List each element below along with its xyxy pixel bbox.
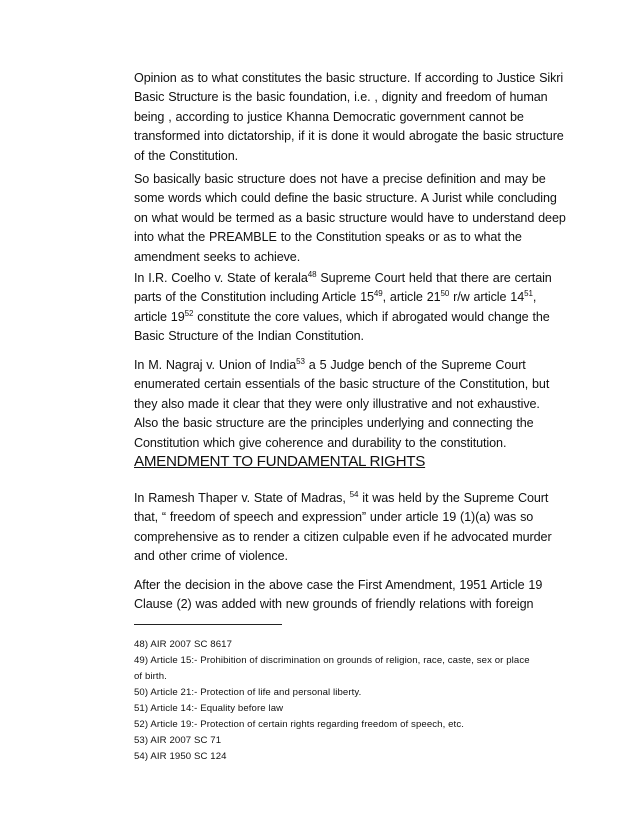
- footnote: 52) Article 19:- Protection of certain rights regarding freedom of speech, etc.: [134, 719, 464, 730]
- text-segment: In I.R. Coelho v. State of kerala: [134, 271, 308, 285]
- footnote-ref: 51: [524, 289, 533, 299]
- text-segment: it was held by the Supreme Court: [358, 491, 549, 505]
- text-segment: constitute the core values, which if abrogated would change the: [193, 309, 550, 324]
- text-line: [134, 308, 574, 327]
- footnote-ref: 52: [184, 308, 194, 318]
- footnote: 50) Article 21:- Protection of life and personal liberty.: [134, 687, 362, 698]
- paragraph-ramesh-thaper-case: [134, 489, 574, 567]
- footnote-ref: 49: [373, 289, 383, 299]
- footnote: 51) Article 14:- Equality before law: [134, 703, 284, 714]
- text-segment: In Ramesh Thaper v. State of Madras,: [134, 491, 350, 505]
- paragraph-nagraj-case: [134, 356, 574, 453]
- text-line: being , according to justice Khanna Democratic government cannot be: [134, 109, 524, 124]
- text-line: amendment seeks to achieve.: [134, 249, 301, 264]
- text-line: So basically basic structure does not have a precise definition and may be: [134, 172, 546, 186]
- text-segment: a 5 Judge bench of the Supreme Court: [304, 358, 526, 372]
- text-segment: Supreme Court held that there are certain: [316, 271, 552, 285]
- text-line: on what would be termed as a basic structure would have to understand deep: [134, 210, 566, 225]
- paragraph-basic-structure-opinion: [134, 69, 574, 166]
- text-line: After the decision in the above case the First Amendment, 1951 Article 19: [134, 578, 543, 592]
- text-line: of the Constitution.: [134, 148, 239, 163]
- text-line: into what the PREAMBLE to the Constitution speaks or as to what the: [134, 230, 522, 245]
- text-line: Clause (2) was added with new grounds of friendly relations with foreign: [134, 597, 534, 612]
- text-segment: r/w article 14: [449, 290, 525, 305]
- text-line: Constitution which give coherence and durability to the constitution.: [134, 435, 507, 450]
- footnote: 48) AIR 2007 SC 8617: [134, 639, 233, 650]
- text-line: Basic Structure of the Indian Constitution.: [134, 329, 364, 344]
- footnote: 53) AIR 2007 SC 71: [134, 735, 222, 746]
- text-segment: ,: [532, 290, 537, 305]
- text-line: Also the basic structure are the principles underlying and connecting the: [134, 416, 534, 431]
- text-segment: article 19: [134, 309, 185, 324]
- text-line: they also made it clear that they were only illustrative and not exhaustive.: [134, 396, 540, 411]
- text-line: and other crime of violence.: [134, 549, 288, 564]
- text-line: enumerated certain essentials of the basic structure of the Constitution, but: [134, 377, 550, 392]
- paragraph-precise-definition: [134, 170, 574, 267]
- paragraph-first-amendment: [134, 576, 574, 615]
- text-segment: parts of the Constitution including Article 15: [134, 290, 374, 305]
- text-line: comprehensive as to render a citizen culpable even if he advocated murder: [134, 529, 552, 544]
- text-line: [134, 356, 574, 375]
- footnote-ref: 54: [349, 489, 359, 499]
- footnote-separator: [134, 624, 282, 625]
- footnote-ref: 50: [440, 289, 450, 299]
- paragraph-coelho-case: [134, 269, 574, 347]
- text-line: [134, 269, 574, 288]
- footnote-ref: 53: [296, 356, 305, 366]
- footnote: of birth.: [134, 671, 167, 682]
- footnote: 54) AIR 1950 SC 124: [134, 751, 227, 762]
- text-line: transformed into dictatorship, if it is done it would abrogate the basic structure: [134, 129, 564, 144]
- footnote-ref: 48: [307, 269, 317, 279]
- text-line: Opinion as to what constitutes the basic structure. If according to Justice Sikri: [134, 71, 564, 85]
- section-heading: AMENDMENT TO FUNDAMENTAL RIGHTS: [134, 453, 426, 470]
- text-segment: In M. Nagraj v. Union of India: [134, 358, 297, 372]
- text-line: some words which could define the basic structure. A Jurist while concluding: [134, 191, 557, 206]
- text-line: Basic Structure is the basic foundation, i.e. , dignity and freedom of human: [134, 90, 548, 105]
- text-line: [134, 489, 574, 508]
- footnote: 49) Article 15:- Prohibition of discrimination on grounds of religion, race, caste, sex or place: [134, 655, 530, 666]
- text-segment: , article 21: [382, 290, 441, 305]
- text-line: that, “ freedom of speech and expression” under article 19 (1)(a) was so: [134, 510, 534, 525]
- text-line: [134, 288, 574, 307]
- footnotes: [134, 637, 584, 765]
